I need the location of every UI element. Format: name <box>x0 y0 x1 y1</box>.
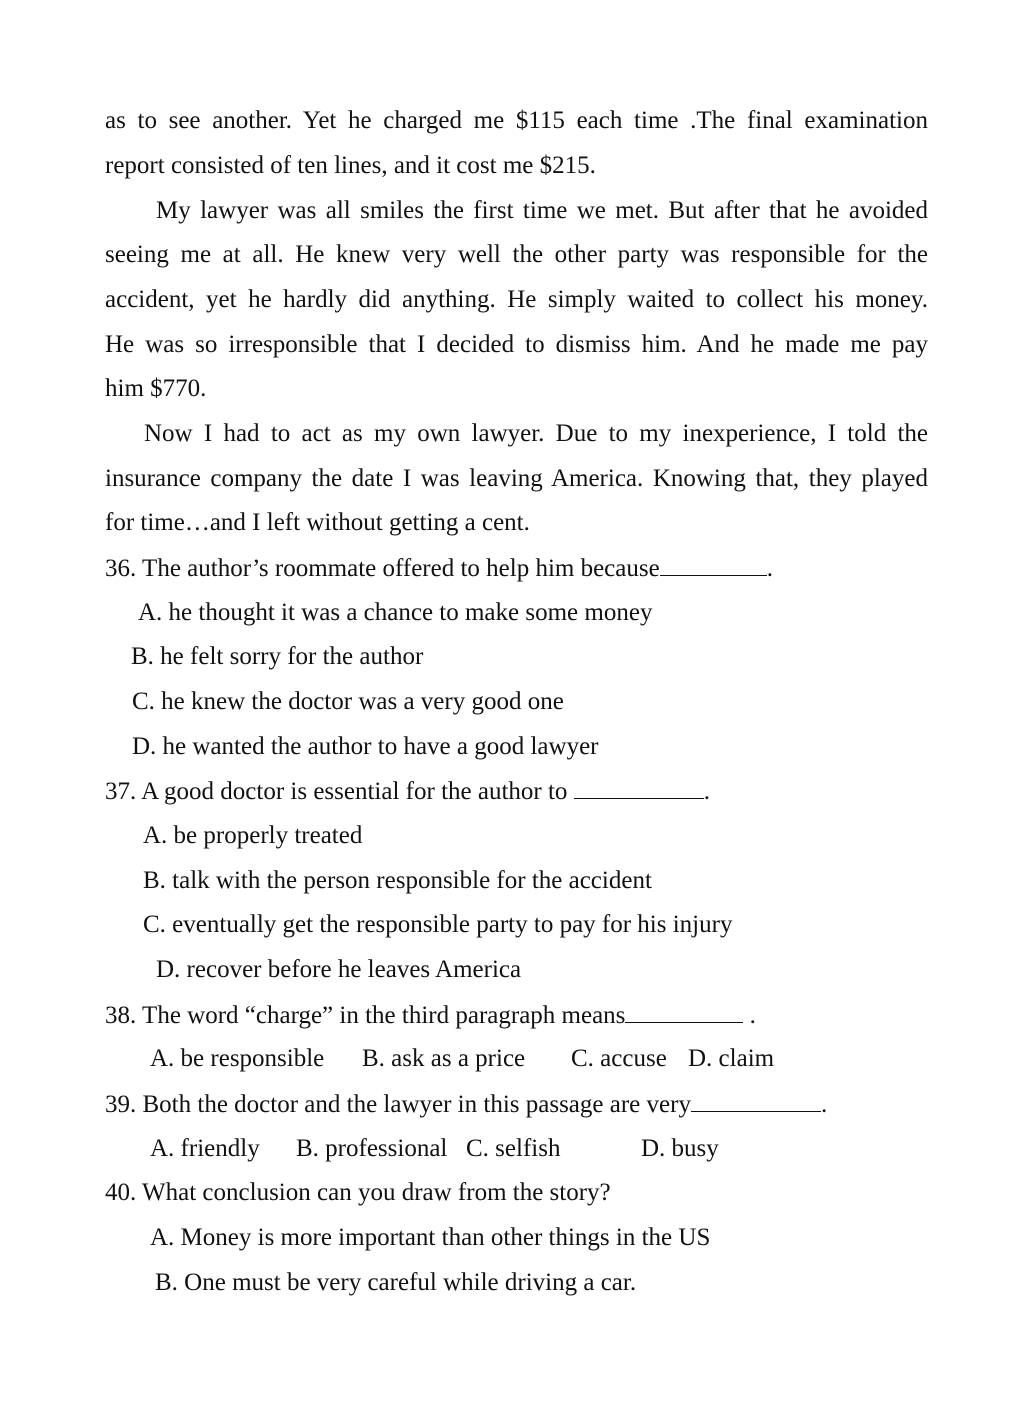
passage-line: seeing me at all. He knew very well the other party was responsible for the <box>105 241 928 268</box>
question-stem: 36. The author’s roommate offered to help him because <box>105 555 660 582</box>
option-36-d[interactable]: D. he wanted the author to have a good lawyer <box>132 733 599 760</box>
option-36-b[interactable]: B. he felt sorry for the author <box>131 643 424 670</box>
passage-line: My lawyer was all smiles the first time we met. But after that he avoided <box>156 197 928 224</box>
option-38-d[interactable]: D. claim <box>688 1045 775 1072</box>
question-stem: 38. The word “charge” in the third paragraph means <box>105 1002 626 1029</box>
question-end: . <box>820 1091 828 1118</box>
question-39 <box>105 1089 827 1120</box>
passage-line: He was so irresponsible that I decided to dismiss him. And he made me pay <box>105 331 928 358</box>
option-37-d[interactable]: D. recover before he leaves America <box>156 956 522 983</box>
passage-line: him $770. <box>105 375 207 402</box>
passage-line: for time…and I left without getting a cent. <box>105 509 530 536</box>
answer-blank[interactable] <box>660 553 767 576</box>
answer-blank[interactable] <box>574 776 704 799</box>
option-40-a[interactable]: A. Money is more important than other things in the US <box>150 1224 711 1251</box>
question-end: . <box>703 778 710 805</box>
option-39-d[interactable]: D. busy <box>641 1135 719 1162</box>
option-38-c[interactable]: C. accuse <box>571 1045 667 1072</box>
passage-line: Now I had to act as my own lawyer. Due to my inexperience, I told the <box>144 420 928 447</box>
option-37-b[interactable]: B. talk with the person responsible for the accident <box>143 867 652 894</box>
option-38-b[interactable]: B. ask as a price <box>362 1045 526 1072</box>
option-39-b[interactable]: B. professional <box>296 1135 448 1162</box>
question-end: . <box>749 1002 756 1029</box>
question-38 <box>105 1000 756 1031</box>
option-40-b[interactable]: B. One must be very careful while driving a car. <box>155 1269 637 1296</box>
question-stem: 40. What conclusion can you draw from the story? <box>105 1179 611 1206</box>
option-37-c[interactable]: C. eventually get the responsible party to pay for his injury <box>143 911 733 938</box>
option-39-c[interactable]: C. selfish <box>466 1135 561 1162</box>
option-36-a[interactable]: A. he thought it was a chance to make some money <box>138 599 653 626</box>
question-40 <box>105 1178 611 1208</box>
question-stem: 39. Both the doctor and the lawyer in this passage are very <box>105 1091 691 1118</box>
question-37 <box>105 776 710 807</box>
passage-line: insurance company the date I was leaving America. Knowing that, they played <box>105 465 928 492</box>
option-38-a[interactable]: A. be responsible <box>150 1045 325 1072</box>
answer-blank[interactable] <box>691 1089 821 1112</box>
answer-blank[interactable] <box>625 1000 743 1023</box>
passage-line: as to see another. Yet he charged me $115 each time .The final examination <box>105 107 928 134</box>
option-39-a[interactable]: A. friendly <box>150 1135 260 1162</box>
option-37-a[interactable]: A. be properly treated <box>143 822 363 849</box>
option-36-c[interactable]: C. he knew the doctor was a very good one <box>132 688 564 715</box>
question-end: . <box>766 555 773 582</box>
passage-line: accident, yet he hardly did anything. He simply waited to collect his money. <box>105 286 928 313</box>
passage-line: report consisted of ten lines, and it cost me $215. <box>105 152 596 179</box>
question-stem: 37. A good doctor is essential for the author to <box>105 778 568 805</box>
question-36 <box>105 553 773 584</box>
